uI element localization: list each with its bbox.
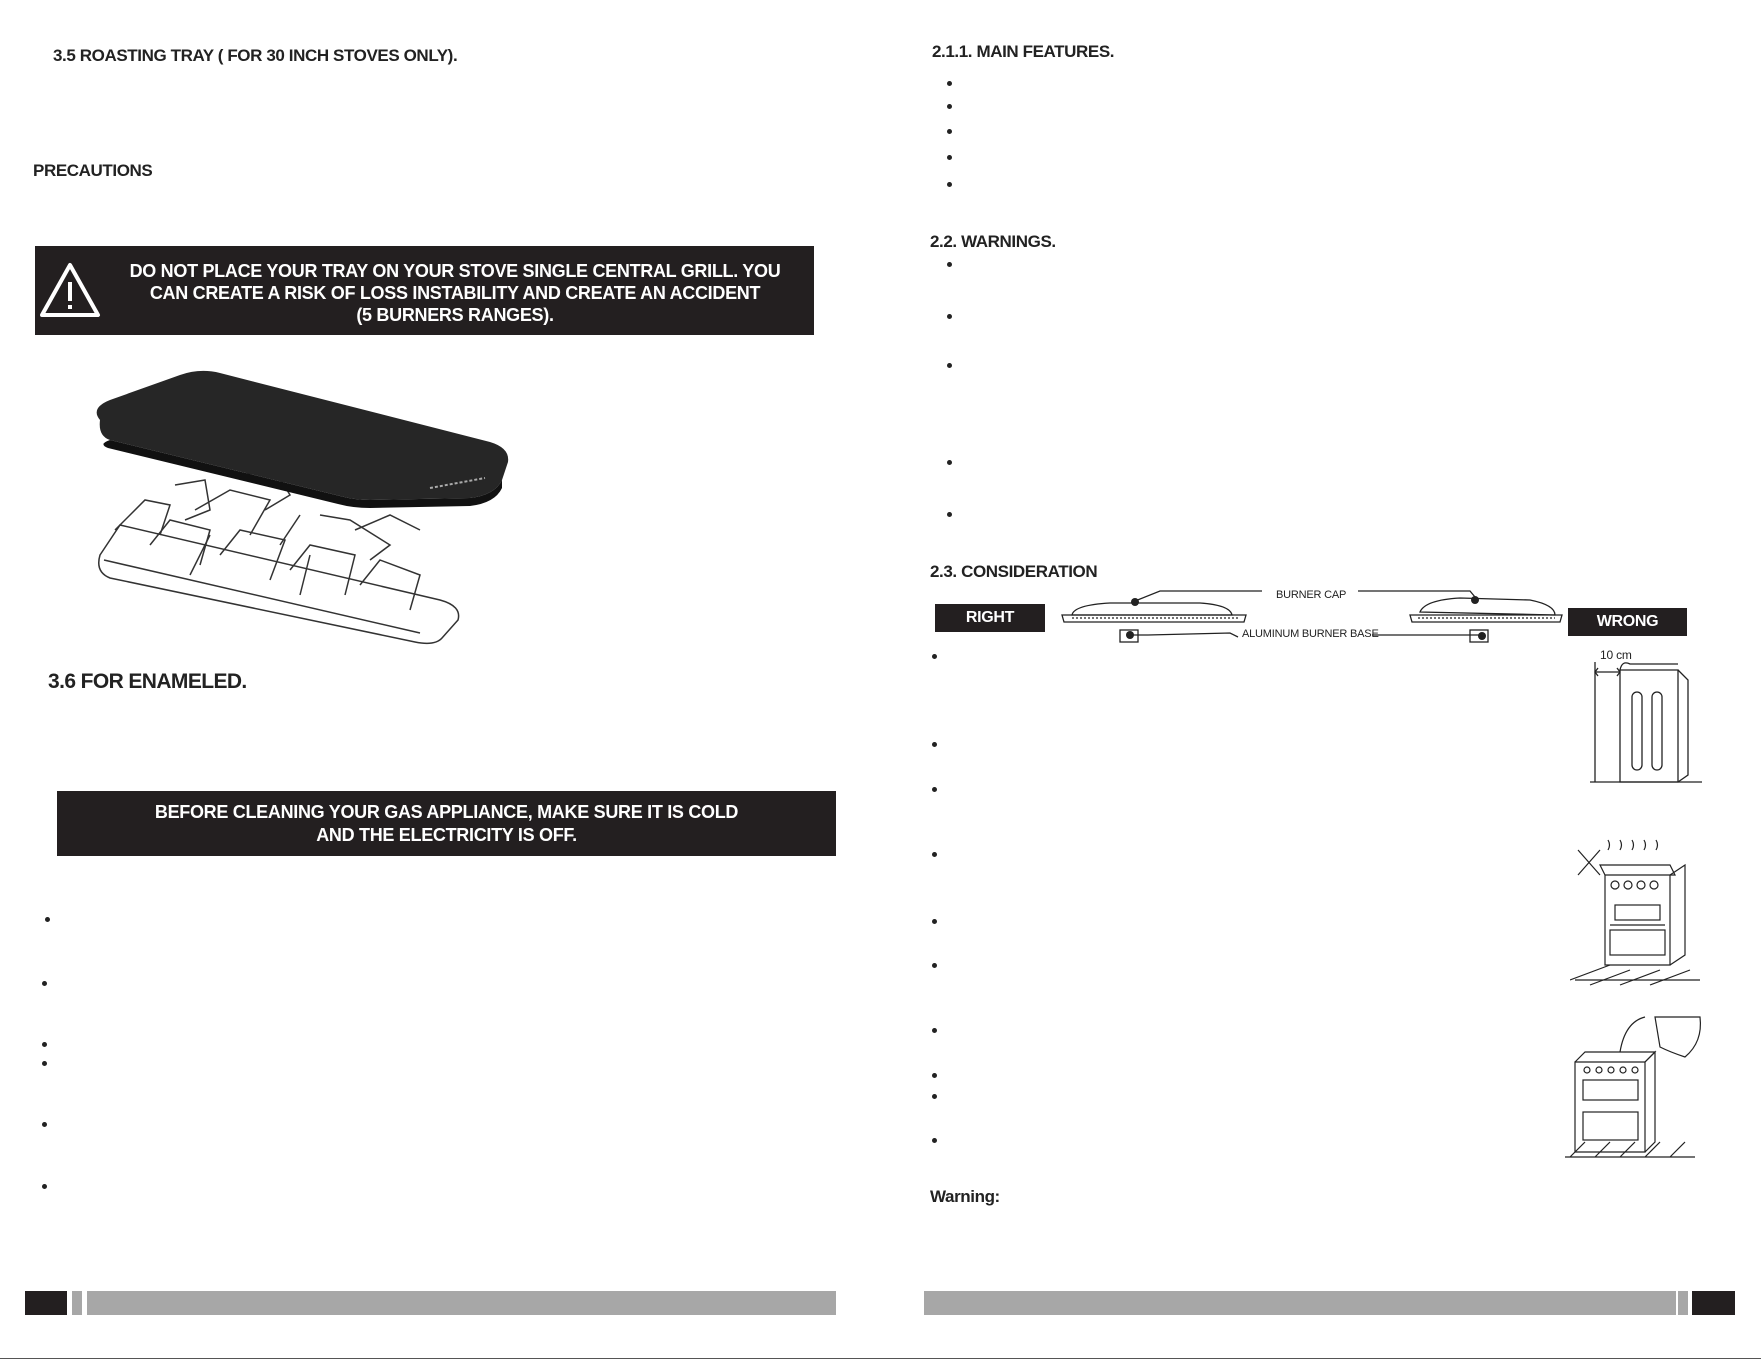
bottom-trim-line bbox=[0, 1358, 1761, 1359]
bullet bbox=[45, 917, 50, 922]
bullet bbox=[42, 981, 47, 986]
stove-clearance-illustration bbox=[1590, 660, 1702, 785]
section-3-5-title: 3.5 ROASTING TRAY ( FOR 30 INCH STOVES ONLY). bbox=[53, 46, 458, 65]
cleaning-warning-line-1: BEFORE CLEANING YOUR GAS APPLIANCE, MAKE SURE IT IS COLD bbox=[154, 802, 739, 822]
cleaning-warning-line-2: AND THE ELECTRICITY IS OFF. bbox=[316, 825, 577, 845]
bullet bbox=[947, 512, 952, 517]
bullet bbox=[932, 963, 937, 968]
bullet bbox=[932, 1094, 937, 1099]
section-3-6-title: 3.6 FOR ENAMELED. bbox=[48, 670, 247, 693]
footer-bar-left bbox=[87, 1291, 836, 1315]
warnings-title: 2.2. WARNINGS. bbox=[930, 232, 1056, 251]
consideration-title: 2.3. CONSIDERATION bbox=[930, 562, 1098, 581]
right-label: RIGHT bbox=[935, 604, 1045, 632]
bullet bbox=[932, 919, 937, 924]
bullet bbox=[947, 155, 952, 160]
footer-separator-right bbox=[1678, 1291, 1688, 1315]
bullet bbox=[932, 654, 937, 659]
precautions-heading: PRECAUTIONS bbox=[33, 161, 153, 180]
cleaning-warning-banner bbox=[57, 791, 836, 856]
bullet bbox=[947, 262, 952, 267]
bullet bbox=[947, 104, 952, 109]
tray-warning-banner bbox=[35, 246, 814, 335]
tray-warning-line-1: DO NOT PLACE YOUR TRAY ON YOUR STOVE SINGLE CENTRAL GRILL. YOU bbox=[129, 261, 781, 281]
bullet bbox=[947, 81, 952, 86]
footer-page-block-left bbox=[25, 1291, 67, 1315]
footer-separator-left bbox=[72, 1291, 82, 1315]
stove-curtain-illustration bbox=[1565, 1012, 1705, 1162]
warning-triangle-icon bbox=[39, 262, 101, 318]
stove-heat-illustration bbox=[1570, 830, 1705, 990]
footer-bar-right bbox=[924, 1291, 1676, 1315]
bullet bbox=[947, 460, 952, 465]
bullet bbox=[932, 787, 937, 792]
main-features-title: 2.1.1. MAIN FEATURES. bbox=[932, 42, 1115, 61]
burner-base-label: ALUMINUM BURNER BASE bbox=[1242, 628, 1379, 640]
bullet bbox=[947, 129, 952, 134]
bullet bbox=[947, 314, 952, 319]
bullet bbox=[932, 852, 937, 857]
bullet bbox=[932, 1028, 937, 1033]
bullet bbox=[42, 1042, 47, 1047]
burner-cap-label: BURNER CAP bbox=[1276, 589, 1347, 601]
distance-label: 10 cm bbox=[1600, 648, 1632, 662]
tray-warning-line-3: (5 BURNERS RANGES). bbox=[356, 305, 554, 325]
footer-page-block-right bbox=[1692, 1291, 1735, 1315]
bullet bbox=[42, 1184, 47, 1189]
bullet bbox=[932, 742, 937, 747]
warning-heading: Warning: bbox=[930, 1187, 1000, 1206]
roasting-tray-illustration bbox=[90, 370, 520, 670]
bullet bbox=[932, 1073, 937, 1078]
bullet bbox=[932, 1138, 937, 1143]
wrong-label: WRONG bbox=[1568, 608, 1687, 636]
tray-warning-line-2: CAN CREATE A RISK OF LOSS INSTABILITY AND CREATE AN ACCIDENT bbox=[149, 283, 761, 303]
bullet bbox=[42, 1061, 47, 1066]
bullet bbox=[42, 1122, 47, 1127]
bullet bbox=[947, 363, 952, 368]
bullet bbox=[947, 182, 952, 187]
